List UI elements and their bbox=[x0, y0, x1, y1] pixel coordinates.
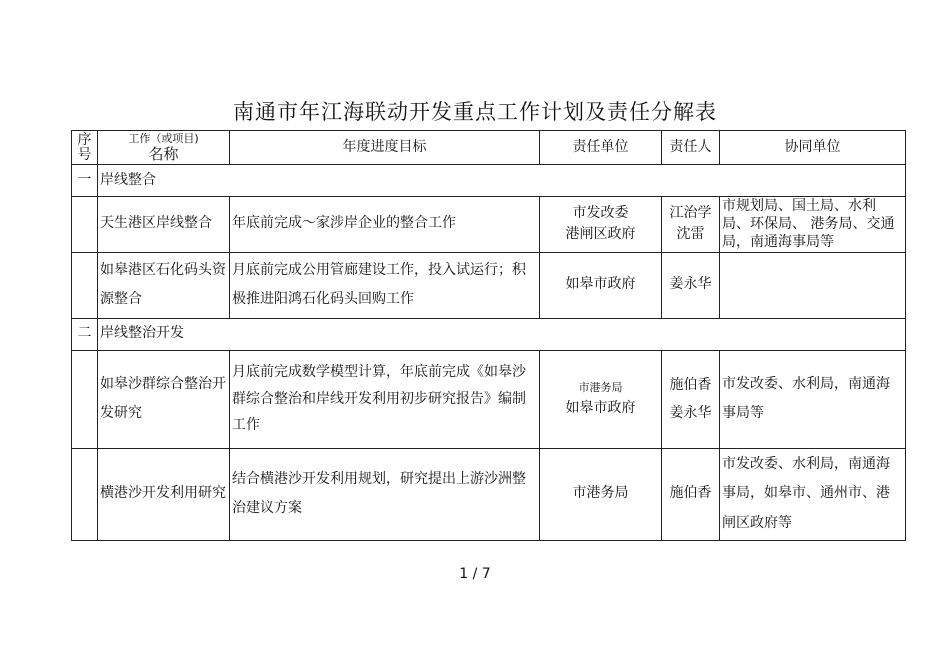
row-target: 月底前完成数学模型计算，年底前完成《如皋沙群综合整治和岸线开发利用初步研究报告》编制工作 bbox=[230, 350, 540, 448]
row-coop: 市发改委、水利局，南通海事局等 bbox=[720, 350, 906, 448]
section-seq: 一 bbox=[72, 165, 98, 197]
row-unit-line: 如皋市政府 bbox=[565, 400, 636, 417]
row-unit-line: 港闸区政府 bbox=[565, 226, 636, 243]
row-unit bbox=[540, 197, 662, 253]
row-seq bbox=[72, 448, 98, 540]
header-name-big: 名称 bbox=[148, 144, 179, 163]
section-name: 岸线整合 bbox=[98, 165, 906, 197]
row-unit-line: 市港务局 bbox=[578, 381, 623, 395]
section-name: 岸线整治开发 bbox=[98, 318, 906, 350]
table-row bbox=[72, 252, 906, 318]
row-name: 横港沙开发利用研究 bbox=[98, 448, 230, 540]
header-unit: 责任单位 bbox=[540, 131, 662, 165]
row-target: 年底前完成～家涉岸企业的整合工作 bbox=[230, 197, 540, 253]
document-title: 南通市年江海联动开发重点工作计划及责任分解表 bbox=[233, 100, 717, 124]
row-seq bbox=[72, 350, 98, 448]
row-person-line: 施伯香 bbox=[669, 377, 712, 394]
row-person-line: 姜永华 bbox=[669, 405, 712, 422]
row-name: 如皋港区石化码头资源整合 bbox=[98, 252, 230, 318]
row-name: 天生港区岸线整合 bbox=[98, 197, 230, 253]
header-coop: 协同单位 bbox=[720, 131, 906, 165]
row-person: 姜永华 bbox=[662, 252, 720, 318]
row-name: 如皋沙群综合整治开发研究 bbox=[98, 350, 230, 448]
row-coop: 市发改委、水利局，南通海事局，如皋市、通州市、港闸区政府等 bbox=[720, 448, 906, 540]
row-unit: 如皋市政府 bbox=[540, 252, 662, 318]
table-header-row bbox=[72, 131, 906, 165]
section-row bbox=[72, 318, 906, 350]
row-person-line: 江治学 bbox=[669, 204, 712, 221]
row-unit bbox=[540, 350, 662, 448]
row-seq bbox=[72, 252, 98, 318]
section-row bbox=[72, 165, 906, 197]
row-person bbox=[662, 197, 720, 253]
table-row bbox=[72, 448, 906, 540]
table-row bbox=[72, 350, 906, 448]
row-target: 结合横港沙开发利用规划，研究提出上游沙洲整治建议方案 bbox=[230, 448, 540, 540]
header-name bbox=[98, 131, 230, 165]
row-person: 施伯香 bbox=[662, 448, 720, 540]
section-seq: 二 bbox=[72, 318, 98, 350]
row-person-line: 沈雷 bbox=[676, 226, 705, 243]
row-target: 月底前完成公用管廊建设工作，投入试运行；积极推进阳鸿石化码头回购工作 bbox=[230, 252, 540, 318]
header-target: 年度进度目标 bbox=[230, 131, 540, 165]
header-seq: 序号 bbox=[72, 131, 98, 165]
header-person: 责任人 bbox=[662, 131, 720, 165]
row-coop bbox=[720, 252, 906, 318]
row-unit-line: 市发改委 bbox=[572, 204, 629, 221]
page-number: 1 / 7 bbox=[459, 566, 491, 582]
row-person bbox=[662, 350, 720, 448]
row-unit: 市港务局 bbox=[540, 448, 662, 540]
row-coop: 市规划局、国土局、水利局、环保局、 港务局、交通局，南通海事局等 bbox=[720, 197, 906, 253]
responsibility-table bbox=[71, 130, 906, 541]
header-name-small: 工作（或项目) bbox=[128, 131, 199, 145]
row-seq bbox=[72, 197, 98, 253]
table-row bbox=[72, 197, 906, 253]
